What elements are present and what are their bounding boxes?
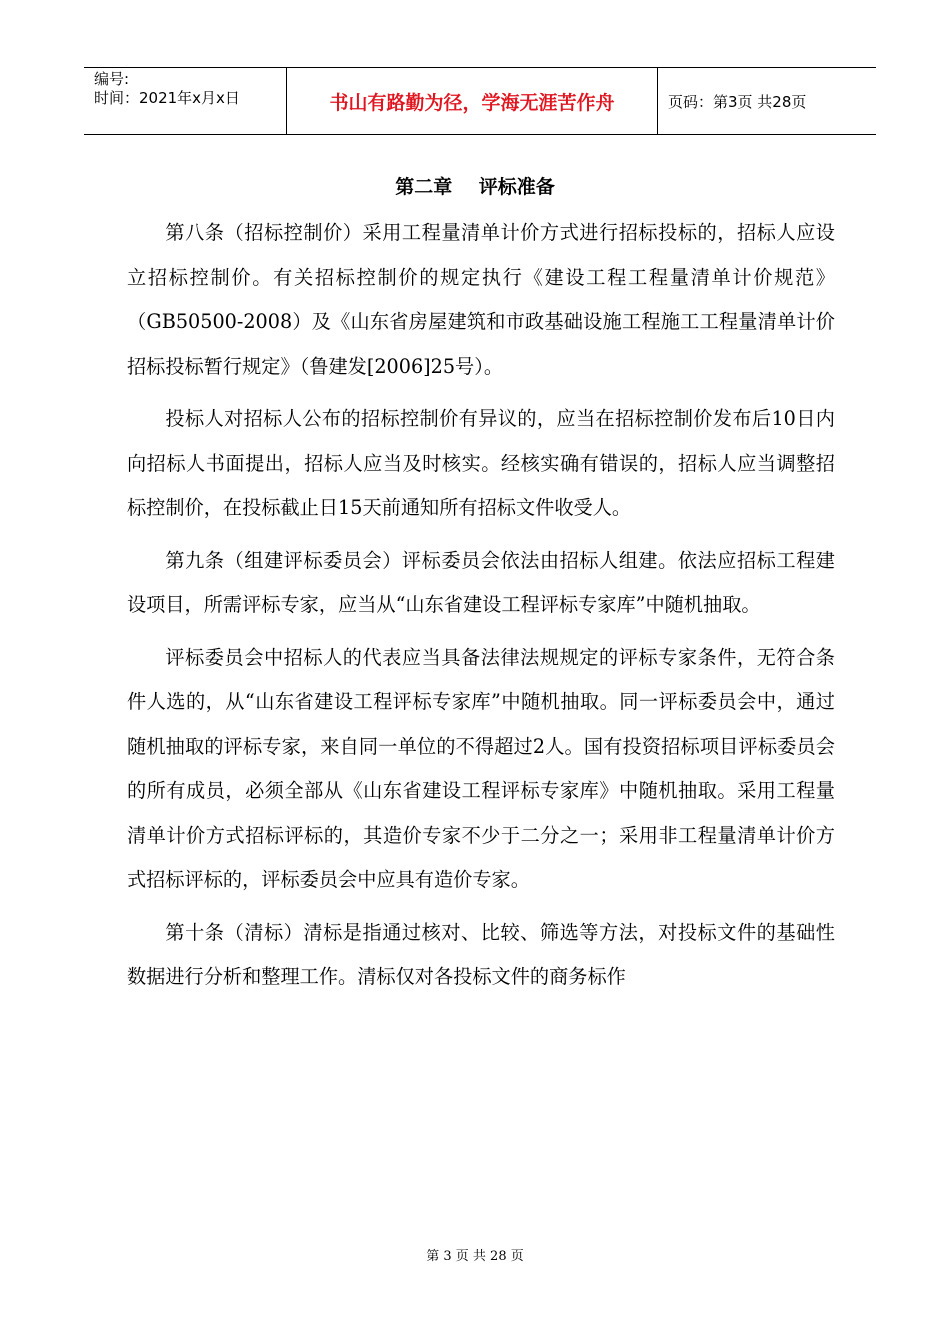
paragraph: 第八条（招标控制价）采用工程量清单计价方式进行招标投标的，招标人应设立招标控制价。有关招标控制价的规定执行《建设工程工程量清单计价规范》（GB50500-2008）及《山东省房屋建筑和市政基础设施工程施工工程量清单计价招标投标暂行规定》（鲁建发[2006]25号）。 (127, 221, 835, 378)
document-number-label: 编号: (94, 70, 130, 88)
header-page-info: 页码：第3页 共28页 (668, 92, 807, 111)
paragraph: 投标人对招标人公布的招标控制价有异议的，应当在招标控制价发布后10日内向招标人书面提出，招标人应当及时核实。经核实确有错误的，招标人应当调整招标控制价，在投标截止日15天前通知所有招标文件收受人。 (127, 407, 835, 519)
document-body (127, 211, 835, 1008)
chapter-title: 第二章 评标准备 (395, 176, 555, 198)
page-footer: 第 3 页 共 28 页 (426, 1249, 524, 1264)
header-meta (84, 68, 286, 134)
paragraph: 第九条（组建评标委员会）评标委员会依法由招标人组建。依法应招标工程建设项目，所需评标专家，应当从“山东省建设工程评标专家库”中随机抽取。 (127, 548, 835, 616)
header-motto: 书山有路勤为径，学海无涯苦作舟 (329, 91, 615, 114)
paragraph: 第十条（清标）清标是指通过核对、比较、筛选等方法，对投标文件的基础性数据进行分析和整理工作。清标仅对各投标文件的商务标作 (127, 920, 835, 988)
paragraph: 评标委员会中招标人的代表应当具备法律法规规定的评标专家条件，无符合条件人选的，从“山东省建设工程评标专家库”中随机抽取。同一评标委员会中，通过随机抽取的评标专家，来自同一单位的不得超过2人。国有投资招标项目评标委员会的所有成员，必须全部从《山东省建设工程评标专家库》中随机抽取。采用工程量清单计价方式招标评标的，其造价专家不少于二分之一；采用非工程量清单计价方式招标评标的，评标委员会中应具有造价专家。 (127, 645, 835, 891)
header-page-info-cell (658, 68, 876, 134)
page-header (84, 67, 876, 135)
document-time-label: 时间：2021年x月x日 (94, 89, 240, 107)
header-motto-cell (286, 68, 658, 134)
